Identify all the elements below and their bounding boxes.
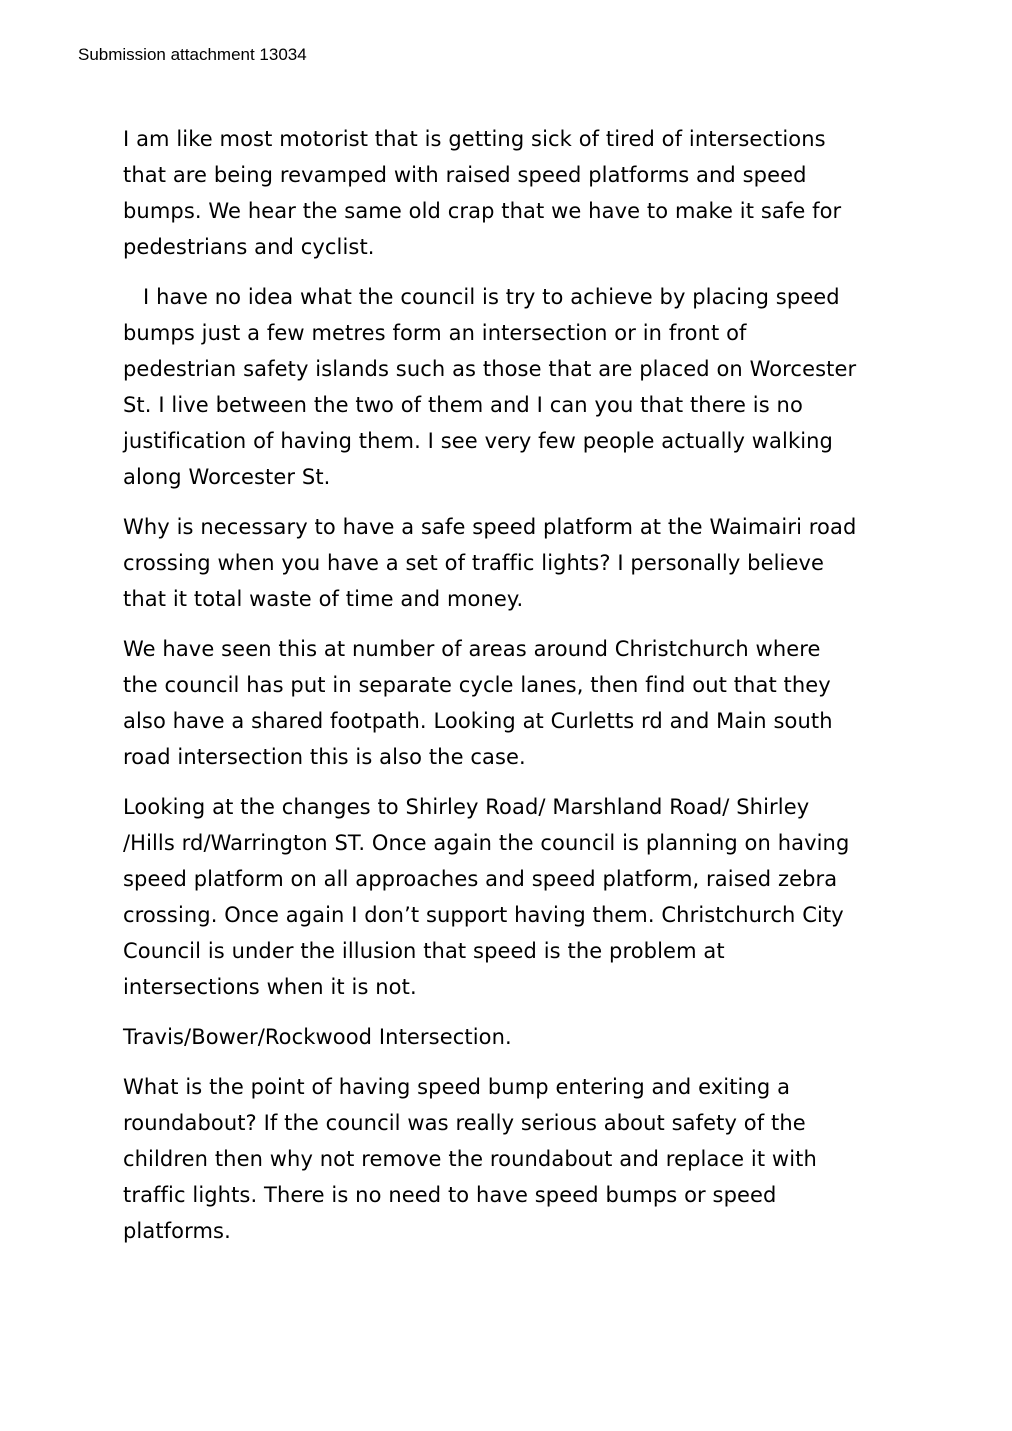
document-header: Submission attachment 13034 [78, 45, 307, 64]
paragraph-7: What is the point of having speed bump entering and exiting a roundabout? If the council was really serious about safety of the children then why not remove the roundabout and replace it with traffic lights. There is no need to have speed bumps or speed platforms. [123, 1075, 817, 1243]
paragraph-6: Travis/Bower/Rockwood Intersection. [123, 1025, 512, 1049]
paragraph-3: Why is necessary to have a safe speed platform at the Waimairi road crossing when you have a set of traffic lights? I personally believe that it total waste of time and money. [123, 515, 857, 611]
paragraph-2: I have no idea what the council is try to achieve by placing speed bumps just a few metres form an intersection or in front of pedestrian safety islands such as those that are placed on Worcester St. I live between the two of them and I can you that there is no justification of having them. I see very few people actually walking along Worcester St. [123, 285, 857, 489]
paragraph-5: Looking at the changes to Shirley Road/ Marshland Road/ Shirley /Hills rd/Warrington ST. Once again the council is planning on having speed platform on all approaches and speed platform, raised zebra crossing. Once again I don’t support having them. Christchurch City Council is under the illusion that speed is the problem at intersections when it is not. [123, 795, 850, 999]
paragraph-4: We have seen this at number of areas around Christchurch where the council has put in separate cycle lanes, then find out that they also have a shared footpath. Looking at Curletts rd and Main south road intersection this is also the case. [123, 637, 833, 769]
letter-body [123, 121, 913, 1263]
paragraph-1: I am like most motorist that is getting sick of tired of intersections that are being revamped with raised speed platforms and speed bumps. We hear the same old crap that we have to make it safe for pedestrians and cyclist. [123, 127, 842, 259]
